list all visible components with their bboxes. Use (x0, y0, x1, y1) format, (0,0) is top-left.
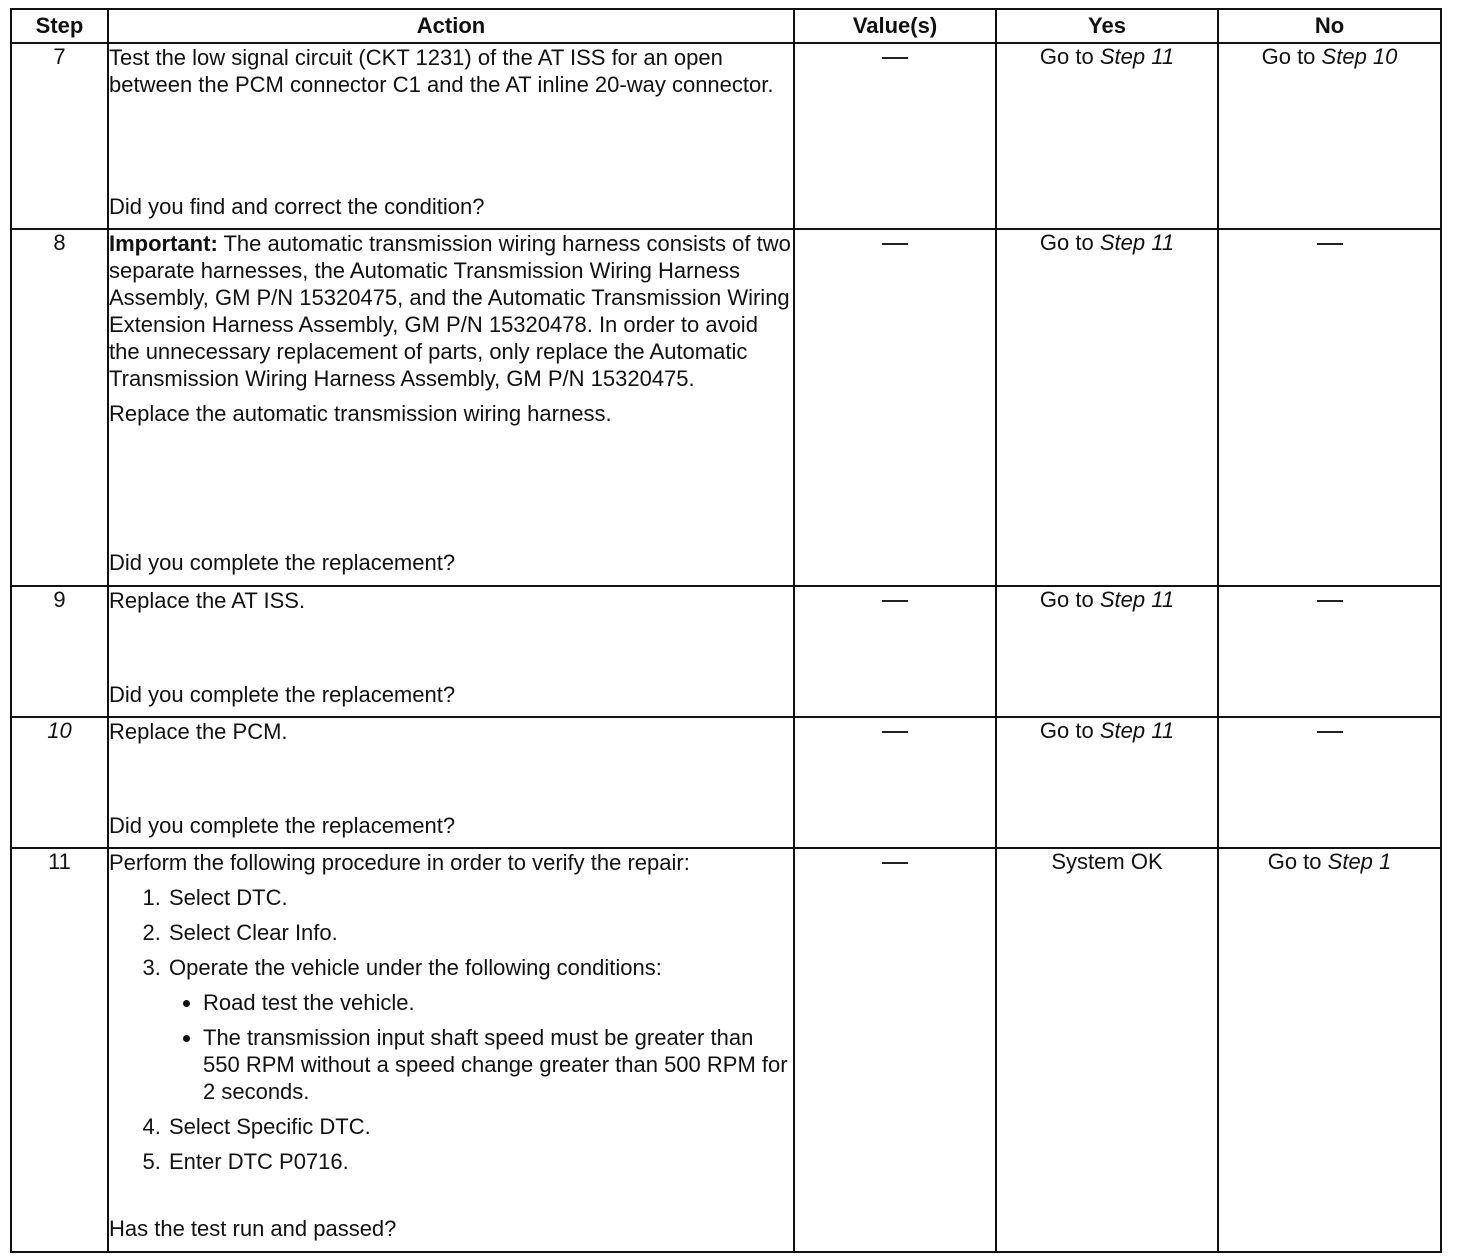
action-question: Did you find and correct the condition? (109, 194, 485, 219)
step-number: 9 (11, 586, 108, 717)
list-item: 5. Enter DTC P0716. (167, 1148, 793, 1175)
table-row (11, 586, 1441, 717)
no-dash (1317, 243, 1343, 245)
yes-step-link[interactable]: Step 11 (1099, 230, 1175, 256)
value-cell (794, 717, 996, 848)
step-number: 8 (11, 229, 108, 586)
list-item: 2. Select Clear Info. (167, 919, 793, 946)
no-cell (1218, 586, 1441, 717)
table-row (11, 43, 1441, 229)
step-number: 11 (11, 848, 108, 1252)
header-yes: Yes (996, 9, 1218, 43)
list-item: 1. Select DTC. (167, 884, 793, 911)
header-action: Action (108, 9, 794, 43)
yes-cell (996, 848, 1218, 1252)
action-text: Replace the PCM. (109, 719, 288, 745)
yes-prefix: Go to (1039, 44, 1094, 69)
condition-list (169, 989, 793, 1105)
yes-cell (996, 717, 1218, 848)
important-label: Important: (109, 231, 218, 257)
value-dash (882, 600, 908, 602)
action-cell (108, 586, 794, 717)
action-text: Perform the following procedure in order to verify the repair: (109, 850, 690, 876)
yes-prefix: Go to (1039, 586, 1094, 612)
no-cell (1218, 43, 1441, 229)
yes-step-link[interactable]: Step 11 (1099, 718, 1175, 744)
header-step: Step (11, 9, 108, 43)
table-header-row (11, 9, 1441, 43)
no-cell (1218, 717, 1441, 848)
important-text: The automatic transmission wiring harness consists of two separate harnesses, the Automatic Transmission Wiring Harness Assembly, GM P/N 15320475, and the Automatic Transmission Wiring Extension Harness Assembly, GM P/N 15320478. In order to avoid the unnecessary replacement of parts, only replace the Automatic Transmission Wiring Harness Assembly, GM P/N 15320475. (109, 231, 791, 392)
no-dash (1317, 600, 1343, 602)
action-cell (108, 43, 794, 229)
action-text: Replace the automatic transmission wiring harness. (109, 401, 612, 427)
no-step-link[interactable]: Step 10 (1321, 44, 1398, 69)
yes-step-link[interactable]: Step 11 (1099, 44, 1175, 69)
yes-prefix: Go to (1039, 230, 1094, 256)
header-no: No (1218, 9, 1441, 43)
table-row (11, 229, 1441, 586)
list-item (167, 954, 793, 1105)
table-row (11, 848, 1441, 1252)
sub-list-item: • The transmission input shaft speed must be greater than 550 RPM without a speed change greater than 500 RPM for 2 seconds. (203, 1024, 793, 1105)
action-cell (108, 717, 794, 848)
action-text: Test the low signal circuit (CKT 1231) of the AT ISS for an open between the PCM connector C1 and the AT inline 20-way connector. (109, 45, 774, 97)
table-row (11, 717, 1441, 848)
action-question: Did you complete the replacement? (109, 813, 456, 839)
diagnostic-table (10, 8, 1442, 1253)
no-prefix: Go to (1261, 44, 1316, 69)
action-cell (108, 229, 794, 586)
action-text: Replace the AT ISS. (109, 587, 306, 613)
step-number: 10 (11, 717, 108, 848)
no-cell (1218, 848, 1441, 1252)
value-dash (882, 243, 908, 245)
action-question: Did you complete the replacement? (109, 681, 456, 707)
yes-result: System OK (1051, 849, 1163, 875)
value-cell (794, 229, 996, 586)
list-item: 4. Select Specific DTC. (167, 1113, 793, 1140)
header-values: Value(s) (794, 9, 996, 43)
sub-list-item: • Road test the vehicle. (203, 989, 793, 1016)
yes-step-link[interactable]: Step 11 (1099, 586, 1175, 612)
important-note (109, 230, 793, 392)
action-question: Has the test run and passed? (109, 1216, 397, 1242)
yes-cell (996, 229, 1218, 586)
value-dash (882, 731, 908, 733)
step-number: 7 (11, 43, 108, 229)
value-cell (794, 586, 996, 717)
yes-prefix: Go to (1039, 718, 1094, 744)
no-prefix: Go to (1267, 849, 1322, 875)
procedure-list (109, 884, 793, 1183)
no-step-link[interactable]: Step 1 (1327, 849, 1392, 875)
value-dash (882, 862, 908, 864)
action-question: Did you complete the replacement? (109, 550, 456, 576)
value-dash (882, 57, 908, 59)
no-dash (1317, 731, 1343, 733)
no-cell (1218, 229, 1441, 586)
list-item-text: Operate the vehicle under the following conditions: (169, 955, 662, 981)
value-cell (794, 43, 996, 229)
yes-cell (996, 43, 1218, 229)
yes-cell (996, 586, 1218, 717)
value-cell (794, 848, 996, 1252)
action-cell (108, 848, 794, 1252)
